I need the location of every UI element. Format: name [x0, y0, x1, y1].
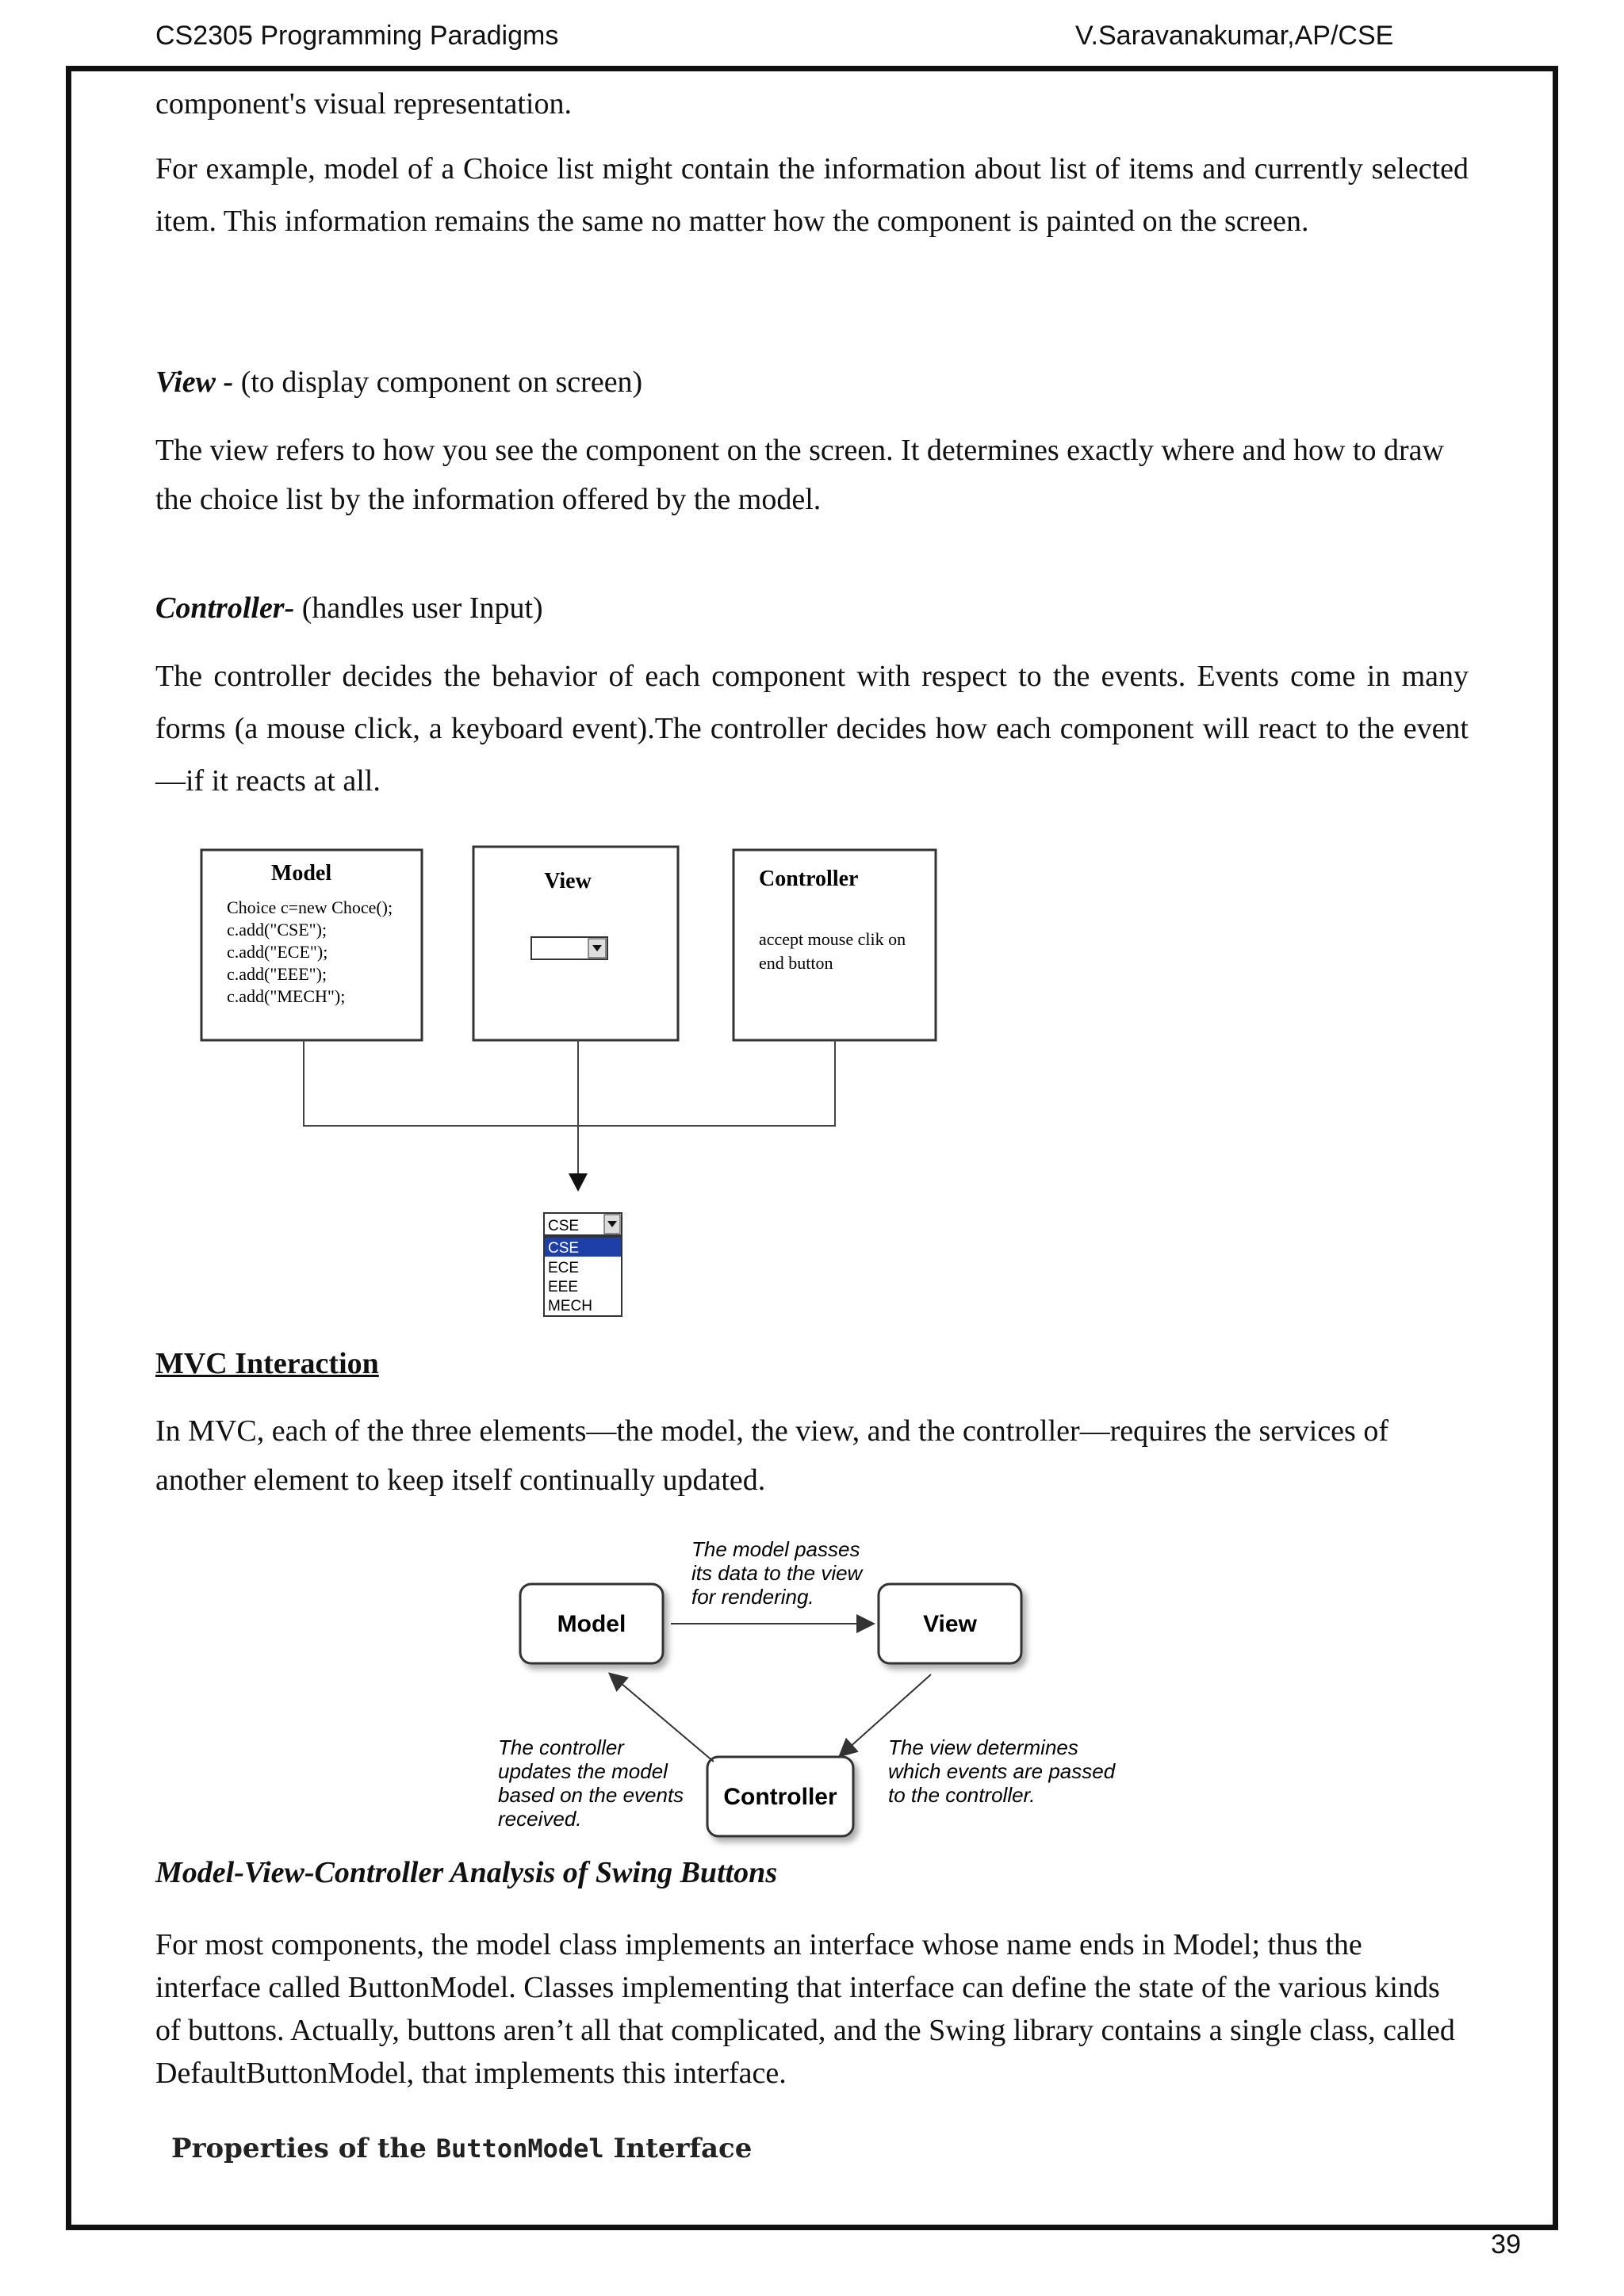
top-note-line: for rendering.: [691, 1585, 814, 1609]
right-note-line: which events are passed: [888, 1759, 1116, 1783]
analysis-heading: Model-View-Controller Analysis of Swing Buttons: [155, 1856, 778, 1889]
model-code-line: c.add("CSE");: [227, 920, 327, 939]
choice-option: CSE: [548, 1240, 580, 1257]
view-heading-label: View -: [155, 365, 241, 399]
view-heading-desc: (to display component on screen): [240, 365, 643, 399]
right-note-line: The view determines: [888, 1735, 1078, 1759]
controller-heading-label: Controller-: [155, 591, 302, 625]
mvc-interaction-diagram: [476, 1530, 1134, 1855]
arrow-controller-to-model: [611, 1674, 714, 1762]
page-number: 39: [1491, 2229, 1521, 2260]
properties-prefix: Properties of the: [171, 2133, 436, 2164]
properties-heading: [171, 2133, 752, 2164]
paragraph-choice-example: For example, model of a Choice list might contain the information about list of items and currently selected item. This information remains the same no matter how the component is painted on the screen.: [155, 152, 1469, 238]
choice-dropdown-value: CSE: [548, 1218, 580, 1234]
mvc-choice-diagram: [190, 840, 952, 1332]
right-note-line: to the controller.: [888, 1783, 1036, 1807]
model-code-line: c.add("ECE");: [227, 942, 328, 962]
paragraph-view: The view refers to how you see the component on the screen. It determines exactly where and how to draw the choice list by the information offered by the model.: [155, 434, 1444, 516]
controller-heading: [155, 591, 543, 626]
left-note-line: received.: [498, 1807, 582, 1831]
left-note-line: The controller: [498, 1735, 624, 1759]
left-note-line: updates the model: [498, 1759, 668, 1783]
choice-option: ECE: [548, 1260, 580, 1276]
model-code-line: c.add("MECH");: [227, 986, 346, 1006]
controller-node-label: Controller: [723, 1784, 837, 1810]
model-box-title: Model: [270, 861, 332, 886]
choice-option: EEE: [548, 1279, 579, 1295]
paragraph-button-model: For most components, the model class implements an interface whose name ends in Model; thus the interface called ButtonModel. Classes implementing that interface can define the state of the various kinds of buttons. Actually, buttons aren’t all that complicated, and the Swing library contains a single class, called DefaultButtonModel, that implements this interface.: [155, 1928, 1455, 2090]
choice-option: MECH: [548, 1298, 592, 1314]
header-course: CS2305 Programming Paradigms: [155, 21, 559, 51]
model-code-line: Choice c=new Choce();: [227, 897, 393, 917]
model-node-label: Model: [557, 1611, 626, 1637]
paragraph-mvc-interaction: In MVC, each of the three elements—the model, the view, and the controller—requires the services of another element to keep itself continually updated.: [155, 1414, 1388, 1497]
arrow-down-icon: [569, 1173, 588, 1192]
properties-suffix: Interface: [603, 2133, 753, 2164]
view-node-label: View: [923, 1611, 977, 1637]
paragraph-controller: The controller decides the behavior of each component with respect to the events. Events come in many forms (a mouse click, a keyboard event).The controller decides how each component will react to the event—if it reacts at all.: [155, 660, 1469, 798]
controller-heading-desc: (handles user Input): [301, 591, 543, 625]
view-box-title: View: [544, 869, 592, 894]
connector-lines: [304, 1040, 835, 1126]
properties-interface-name: ButtonModel: [435, 2133, 604, 2164]
mvc-interaction-heading: MVC Interaction: [155, 1347, 379, 1380]
controller-box-title: Controller: [759, 867, 859, 891]
view-heading: [155, 365, 642, 400]
paragraph-component-visual: component's visual representation.: [155, 87, 572, 121]
top-note-line: The model passes: [691, 1537, 860, 1561]
left-note-line: based on the events: [498, 1783, 684, 1807]
controller-box-text: end button: [759, 953, 833, 973]
controller-box-text: accept mouse clik on: [759, 929, 906, 949]
header-author: V.Saravanakumar,AP/CSE: [1075, 21, 1394, 51]
model-code-line: c.add("EEE");: [227, 964, 327, 984]
top-note-line: its data to the view: [691, 1561, 863, 1585]
